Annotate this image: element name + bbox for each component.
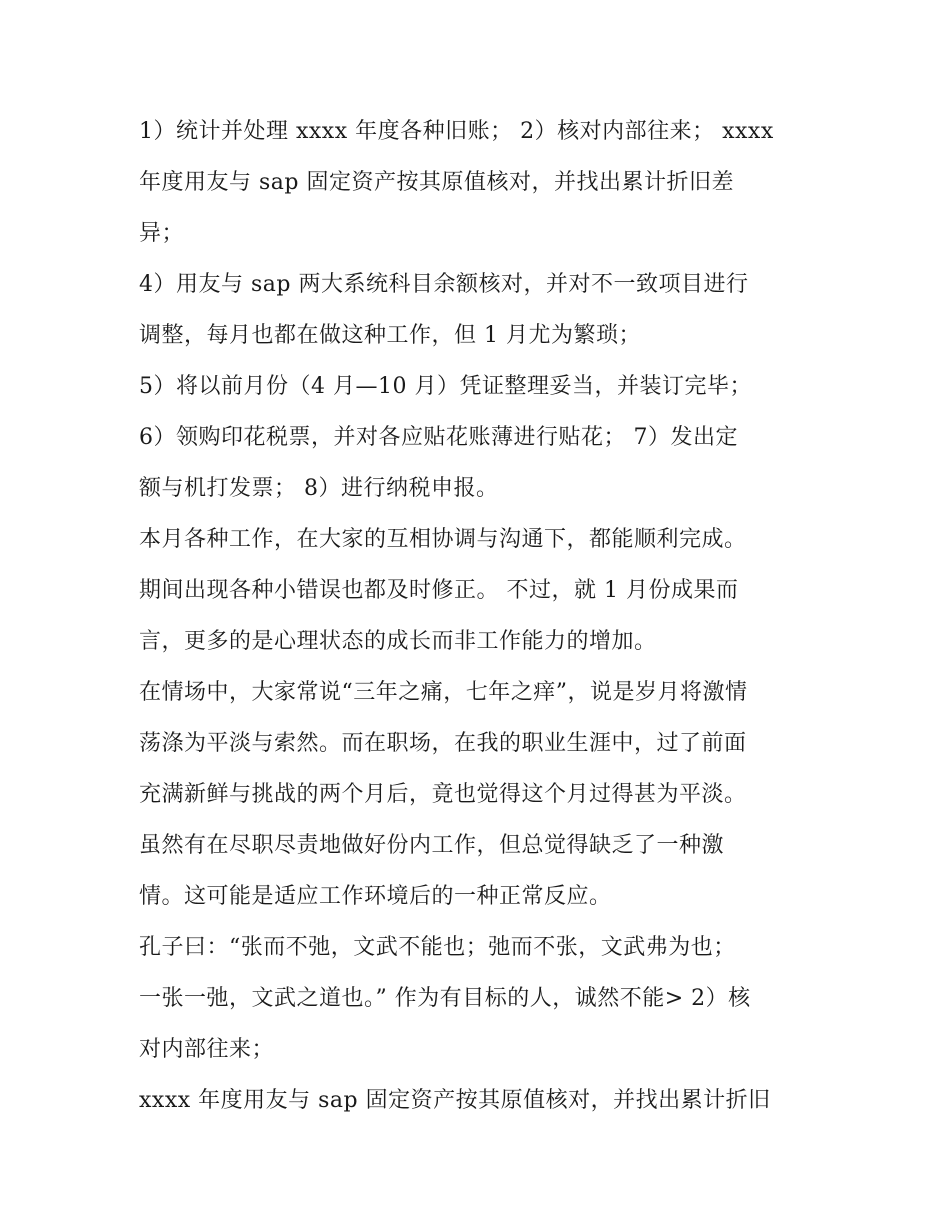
text-line: 4）用友与 sap 两大系统科目余额核对，并对不一致项目进行 (139, 272, 749, 297)
document-body (139, 106, 819, 1126)
text-line: 在情场中，大家常说“三年之痛，七年之痒”，说是岁月将激情 (139, 680, 748, 705)
text-line: 本月各种工作，在大家的互相协调与沟通下，都能顺利完成。 (139, 527, 747, 552)
text-line: 年度用友与 sap 固定资产按其原值核对，并找出累计折旧差 (139, 170, 734, 195)
text-line: 虽然有在尽职尽责地做好份内工作，但总觉得缺乏了一种激 (139, 833, 725, 858)
text-line: 1）统计并处理 xxxx 年度各种旧账； 2）核对内部往来； xxxx (139, 119, 774, 144)
text-line: xxxx 年度用友与 sap 固定资产按其原值核对，并找出累计折旧 (139, 1088, 771, 1113)
text-line: 6）领购印花税票，并对各应贴花账薄进行贴花； 7）发出定 (139, 425, 738, 450)
text-line: 期间出现各种小错误也都及时修正。 不过，就 1 月份成果而 (139, 578, 739, 603)
text-line: 情。这可能是适应工作环境后的一种正常反应。 (139, 884, 612, 909)
text-line: 一张一弛，文武之道也。” 作为有目标的人，诚然不能> 2）核 (139, 986, 751, 1011)
text-line: 充满新鲜与挑战的两个月后，竟也觉得这个月过得甚为平淡。 (139, 782, 747, 807)
text-line: 额与机打发票； 8）进行纳税申报。 (139, 476, 499, 501)
text-line: 异； (139, 221, 185, 246)
text-line: 荡涤为平淡与索然。而在职场，在我的职业生涯中，过了前面 (139, 731, 747, 756)
text-line: 对内部往来； (139, 1037, 275, 1062)
text-line: 孔子曰：“张而不弛，文武不能也；弛而不张，文武弗为也； (139, 935, 736, 960)
text-line: 言，更多的是心理状态的成长而非工作能力的增加。 (139, 629, 657, 654)
text-line: 调整，每月也都在做这种工作，但 1 月尤为繁琐； (139, 323, 641, 348)
text-line: 5）将以前月份（4 月—10 月）凭证整理妥当，并装订完毕； (139, 374, 752, 399)
